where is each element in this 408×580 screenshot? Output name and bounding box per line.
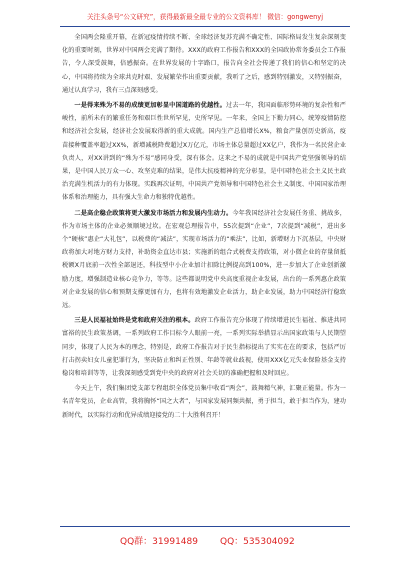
paragraph-lead: 三是人民福祉始终是党和政府关注的根本。 — [74, 317, 195, 325]
paragraph-lead: 一是得来殊为不易的成绩更加彰显中国道路的优越性。 — [74, 102, 227, 110]
paragraph-lead: 二是高企稳企政策将更大激发市场活力和发展内生动力。 — [74, 209, 233, 217]
top-banner: 关注头条号“公文研究”，获得最新最全最专业的公文资料库！ 微信：gongwenyj — [60, 10, 350, 27]
paragraph-text: 今年我国经济社会发展任务重、挑战多，作为市场主体的企业必须顺境过坎。在宏观总理报告中，55次提到“企业”，7次提到“减税”，进出多个“硬核”惠企“大礼包”，以税费的“减法”，实现市场活力的“乘法”，比如，新增财力下沉基层，中央财政将加大对地方财力支持，补助资金直达市县；实施新的组合式税费支持政策，对小微企业的存量留抵税额X月底前一次性全部退还，科技型中小企业加计扣除比例提高到100%，进一步加大了企业创新激励力度，增强制造业核心竞争力，等等。这些都说明党中央高度重视企业发展，出台的一系列惠企政策对企业发展的信心和预期支撑更加有力，也将有效地激发企业活力，助企业发展，助力中国经济行稳致远。 — [62, 209, 347, 310]
paragraph-text: 全国两会隆重开幕，在新冠疫情持续不断、全球经济复苏充满不确定性、国际格局发生复杂深刻变化的重要时刻，世界对中国两会充满了期待。XXX的政府工作报告和XXX的全国政协常务委员会工作报告，令人深受鼓舞，倍感振奋。在世界发展的十字路口，报告向全社会传递了我们的信心和坚定的决心，中国将持续为全球共克时艰、发展繁荣作出重要贡献，我听了之后，感到特别激发，又特别振奋，通过认真学习，我有三点深刻感受。 — [62, 34, 346, 94]
footer-divider — [60, 526, 350, 527]
qq-contact-number: QQ：535304092 — [220, 537, 295, 547]
paragraph-text: 政府工作报告充分体现了持续增进民生福祉、推进共同富裕的民生政策基调，一系列政府工作目标令人眼前一亮，一系列实际举措显示出国家政策与人民期望同步，体现了人民为本的理念，特别是，政府工作报告对于民生指标提出了实实在在的要求，包括严厉打击拐卖妇女儿童犯罪行为，坚决防止和纠正性别、年龄等就业歧视，使用XXX亿元失业保险基金支持稳岗和培训等等，让我深刻感受到党中央的政府对社会关切的准确把握和及时回应。 — [62, 317, 346, 378]
paragraph-text: 过去一年，我国面临形势环境的复杂性和严峻性，前所未有的繁重任务和艰巨性世所罕见，史所罕见。一年来，全国上下勠力同心，统筹疫情防控和经济社会发展，经济社会发展取得新的重大成就。国内生产总值增长X%，粮食产量创历史新高，疫苗接种覆盖率超过XX%，新增减税降费超过X万亿元，市场主体总量超过XX亿户，我作为一名民营企业负责人，对XX讲到的“殊为不易”感同身受，深有体会。这来之不易的成就是中国共产党坚强领导的结果，是中国人民万众一心、攻坚克难的结果，是伟大抗疫精神的充分彰显，是中国特色社会主义民主政治充满生机活力的有力体现。实践再次证明，中国共产党领导和中国特色社会主义制度、中国国家治理体系和治理能力，具有强大生命力和独特优越性。 — [62, 102, 346, 202]
paragraph-intro — [62, 31, 346, 97]
paragraph-point-two — [62, 207, 346, 313]
paragraph-point-one — [62, 99, 346, 205]
paragraph-closing — [62, 382, 346, 422]
qq-group-number: QQ群：31991489 — [120, 537, 198, 547]
paragraph-text: 今天上午，我们集团党支部专程组织全体党员集中收看“两会”，鼓舞精气神，汇聚正能量。作为一名青年党员，企业高管，我将胸怀“国之大者”，与国家发展同频共振，勇于担当，敢于担当作为，建功新时代，以实际行动和优异成绩迎接党的二十大胜利召开！ — [62, 385, 346, 419]
document-body — [62, 31, 346, 424]
paragraph-point-three — [62, 314, 346, 380]
